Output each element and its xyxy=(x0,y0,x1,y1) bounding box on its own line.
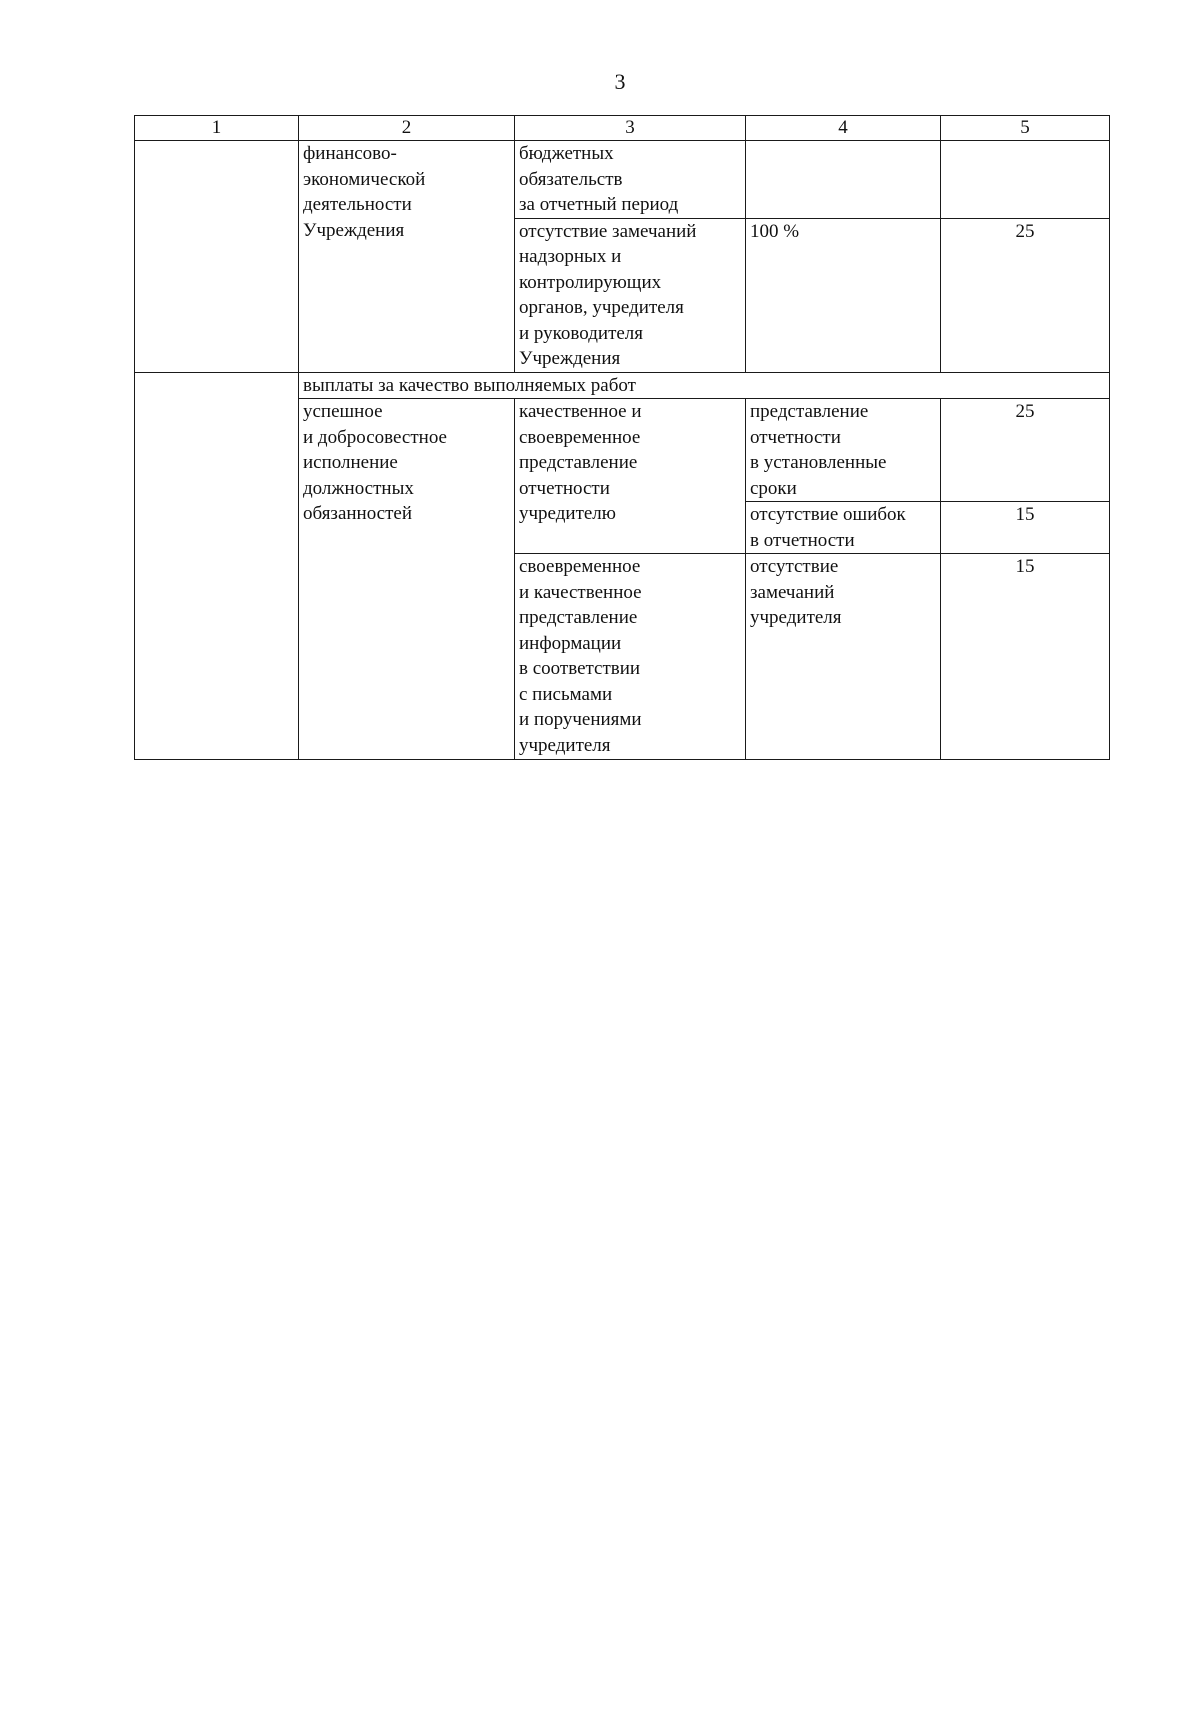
indicator-cell: качественное и своевременное представление отчетности учредителю xyxy=(515,399,746,554)
criteria-table xyxy=(134,115,1110,760)
condition-cell: отсутствие замечаний учредителя xyxy=(746,554,941,760)
points-cell: 15 xyxy=(941,502,1110,554)
section-title: выплаты за качество выполняемых работ xyxy=(299,372,1110,399)
table-header-row xyxy=(135,116,1110,141)
criterion-cell: успешное и добросовестное исполнение должностных обязанностей xyxy=(299,399,515,760)
points-cell: 25 xyxy=(941,399,1110,502)
points-cell: 25 xyxy=(941,218,1110,372)
indicator-cell: отсутствие замечаний надзорных и контролирующих органов, учредителя и руководителя Учреждения xyxy=(515,218,746,372)
criterion-cell: финансово- экономической деятельности Учреждения xyxy=(299,141,515,373)
column-header-3: 3 xyxy=(515,116,746,141)
condition-cell: 100 % xyxy=(746,218,941,372)
indicator-cell: своевременное и качественное представление информации в соответствии с письмами и поручениями учредителя xyxy=(515,554,746,760)
page-number: 3 xyxy=(614,69,626,94)
section-row xyxy=(135,372,1110,399)
empty-cell-col1 xyxy=(135,141,299,373)
empty-cell-col1 xyxy=(135,372,299,760)
points-cell: 15 xyxy=(941,554,1110,760)
indicator-cell: бюджетных обязательств за отчетный период xyxy=(515,141,746,219)
condition-cell: отсутствие ошибок в отчетности xyxy=(746,502,941,554)
column-header-1: 1 xyxy=(135,116,299,141)
column-header-4: 4 xyxy=(746,116,941,141)
condition-cell: представление отчетности в установленные сроки xyxy=(746,399,941,502)
condition-cell xyxy=(746,141,941,219)
column-header-5: 5 xyxy=(941,116,1110,141)
table-row xyxy=(135,141,1110,219)
points-cell xyxy=(941,141,1110,219)
column-header-2: 2 xyxy=(299,116,515,141)
